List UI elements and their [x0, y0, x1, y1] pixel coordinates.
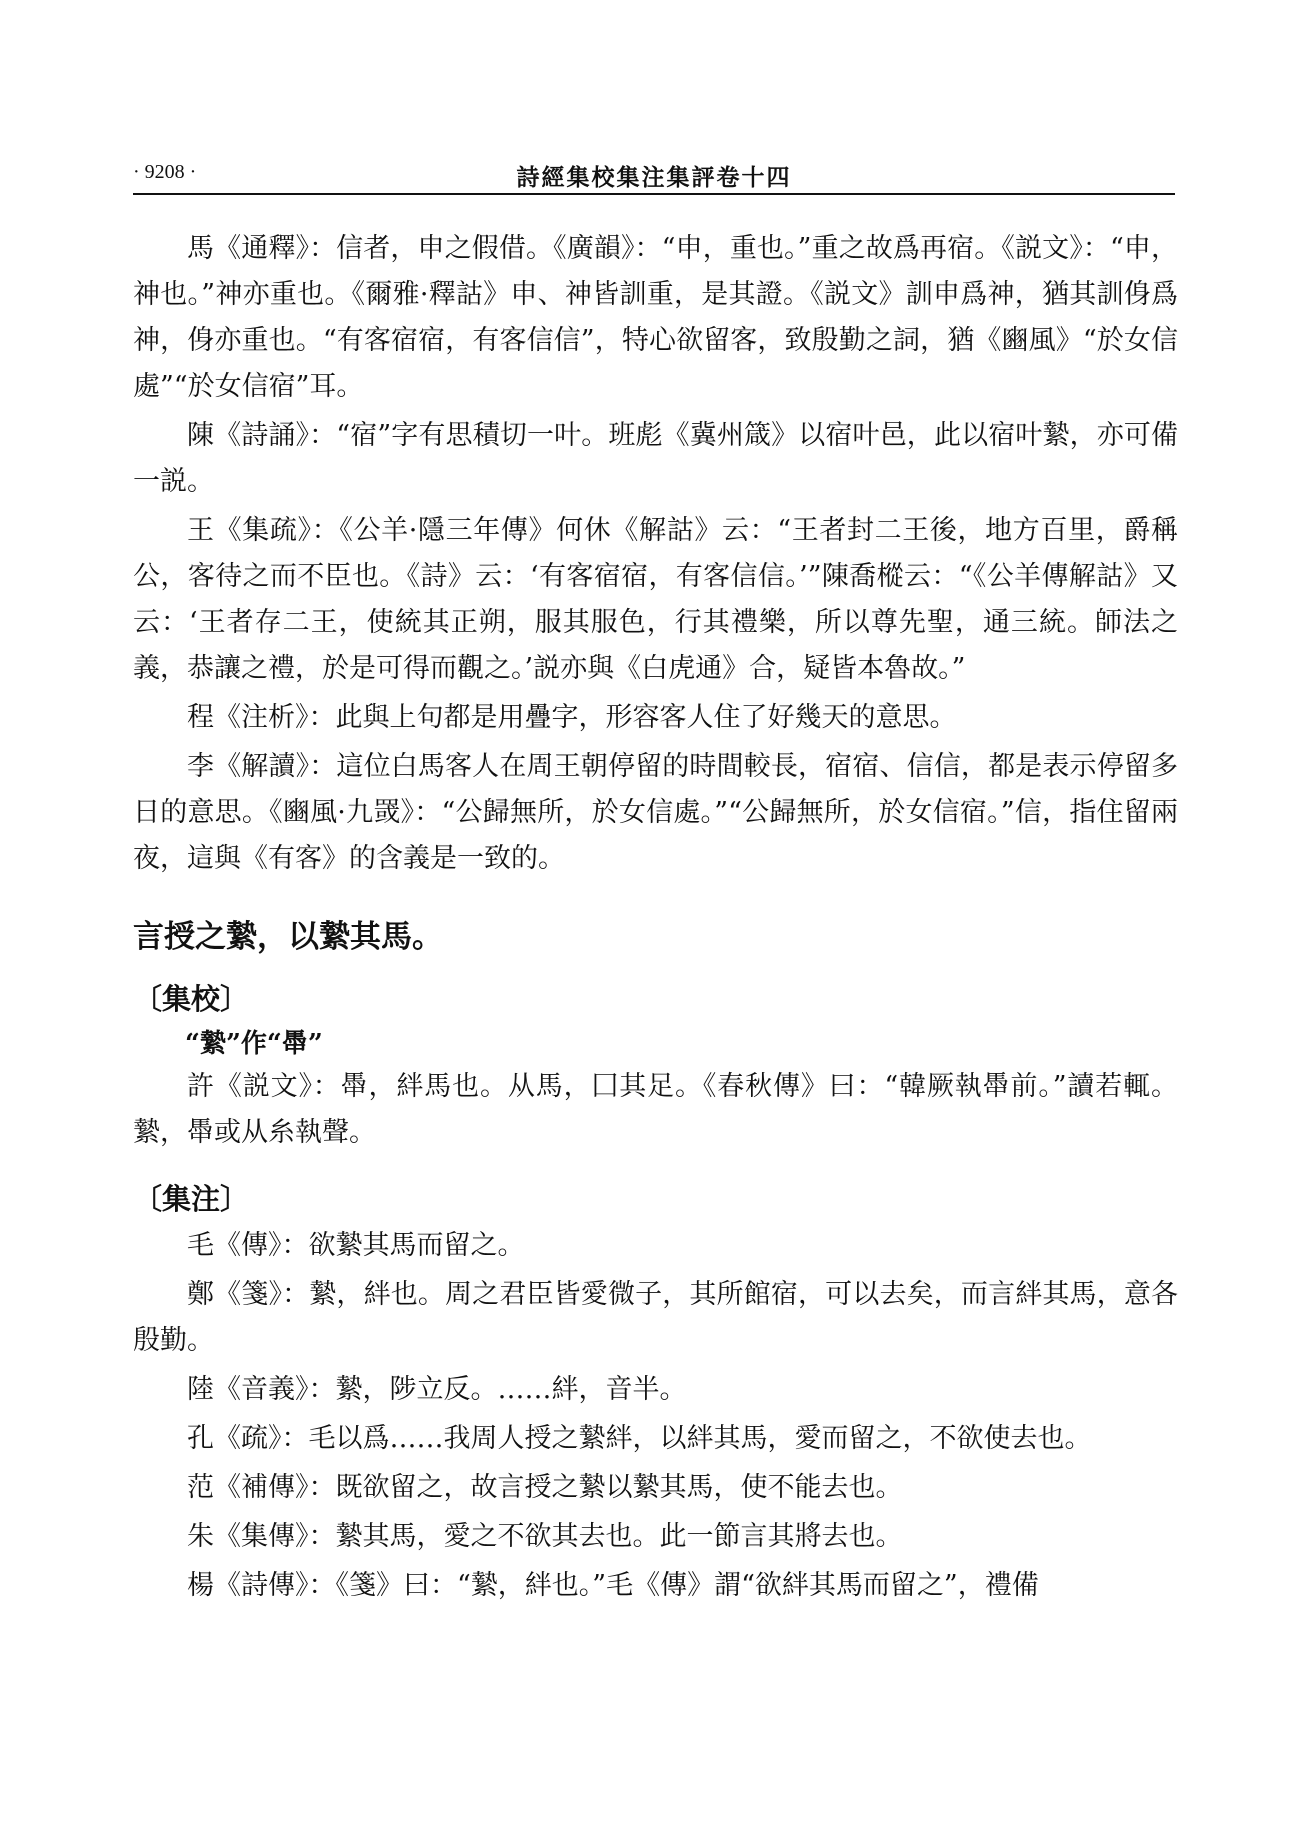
paragraph-lu-yinyi: 陸《音義》：縶，陟立反。……絆，音半。: [187, 1374, 687, 1405]
header-rule: [133, 193, 1175, 195]
verse-line-heading: 言授之縶，以縶其馬。: [133, 919, 443, 955]
jijiao-subhead: “縶”作“馽”: [185, 1029, 323, 1059]
section-title-jijiao: 〔集校〕: [133, 982, 250, 1016]
page-number: · 9208 ·: [133, 161, 197, 183]
paragraph-xu-shuowen: 許《説文》：馽，絆馬也。从馬，囗其足。《春秋傳》曰：“韓厥執馽前。”讀若輒。縶，馽或从糸執聲。: [133, 1071, 1178, 1148]
paragraph-zheng-jian: 鄭《箋》：縶，絆也。周之君臣皆愛微子，其所館宿，可以去矣，而言絆其馬，意各殷勤。: [133, 1279, 1178, 1356]
running-title: 詩經集校集注集評卷十四: [516, 164, 792, 191]
paragraph-chen-shisong: 陳《詩誦》：“宿”字有思積切一叶。班彪《冀州箴》以宿叶邑，此以宿叶縶，亦可備一説。: [133, 420, 1178, 497]
section-title-jizhu: 〔集注〕: [133, 1182, 250, 1216]
paragraph-ma-tongshi: 馬《通釋》：信者，申之假借。《廣韻》：“申，重也。”重之故爲再宿。《説文》：“申，神也。”神亦重也。《爾雅·釋詁》申、神皆訓重，是其證。《説文》訓申爲神，猶其訓㑗爲神，㑗亦重也。“有客宿宿，有客信信”，特心欲留客，致殷勤之詞，猶《豳風》“於女信處”“於女信宿”耳。: [133, 233, 1178, 402]
paragraph-wang-jishu: 王《集疏》：《公羊·隱三年傳》何休《解詁》云：“王者封二王後，地方百里，爵稱公，客待之而不臣也。《詩》云：‘有客宿宿，有客信信。’”陳喬樅云：“《公羊傳解詁》又云：‘王者存二王，使統其正朔，服其服色，行其禮樂，所以尊先聖，通三統。師法之義，恭讓之禮，於是可得而觀之。’説亦與《白虎通》合，疑皆本魯故。”: [133, 515, 1178, 684]
paragraph-yang-shizhuan: 楊《詩傳》：《箋》曰：“縶，絆也。”毛《傳》謂“欲絆其馬而留之”，禮備: [187, 1570, 1039, 1601]
paragraph-mao-zhuan: 毛《傳》：欲縶其馬而留之。: [187, 1230, 525, 1261]
paragraph-kong-shu: 孔《疏》：毛以爲……我周人授之縶絆，以絆其馬，愛而留之，不欲使去也。: [187, 1423, 1092, 1454]
paragraph-cheng-zhuxi: 程《注析》：此與上句都是用疊字，形容客人住了好幾天的意思。: [187, 702, 957, 733]
page-header: [133, 161, 1175, 191]
paragraph-li-jiedu: 李《解讀》：這位白馬客人在周王朝停留的時間較長，宿宿、信信，都是表示停留多日的意思。《豳風·九罭》：“公歸無所，於女信處。”“公歸無所，於女信宿。”信，指住留兩夜，這與《有客》的含義是一致的。: [133, 751, 1178, 874]
paragraph-zhu-jizhuan: 朱《集傳》：縶其馬，愛之不欲其去也。此一節言其將去也。: [187, 1521, 903, 1552]
page-body: [133, 226, 1178, 1612]
paragraph-fan-buzhuan: 范《補傳》：既欲留之，故言授之縶以縶其馬，使不能去也。: [187, 1472, 903, 1503]
